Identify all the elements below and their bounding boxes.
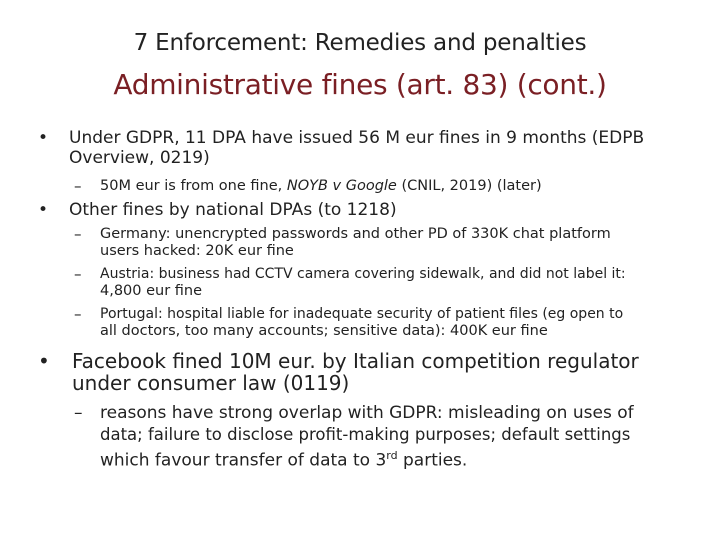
sub-bullet-text-line: 4,800 eur fine: [100, 283, 203, 299]
bullet-text-line: under consumer law (0119): [72, 371, 350, 395]
section-title: 7 Enforcement: Remedies and penalties: [133, 30, 587, 56]
sub-bullet-reasons: [74, 403, 714, 469]
sub-bullet-text: (CNIL, 2019) (later): [396, 178, 542, 194]
sub-bullet-text-line: users hacked: 20K eur fine: [100, 243, 294, 259]
sub-bullet-text-line: all doctors, too many accounts; sensitive data): 400K eur fine: [100, 323, 548, 339]
bullet-marker: •: [38, 349, 50, 373]
bullet-marker: •: [38, 128, 49, 148]
dash-marker: –: [74, 403, 83, 423]
dash-marker: –: [74, 177, 82, 195]
bullet-text-line: Overview, 0219): [69, 148, 210, 168]
sub-bullet-text: 50M eur is from one fine,: [100, 178, 287, 194]
bullet-gdpr-fines: [38, 128, 718, 168]
sub-bullet-text-line: reasons have strong overlap with GDPR: misleading on uses of: [100, 403, 634, 423]
sub-bullet-text-line: data; failure to disclose profit-making purposes; default settings: [100, 425, 631, 444]
dash-marker: –: [74, 225, 82, 243]
sub-bullet-text: parties.: [397, 450, 468, 471]
sub-bullet-text-line: Germany: unencrypted passwords and other PD of 330K chat platform: [100, 226, 611, 242]
ordinal-suffix: rd: [386, 449, 398, 462]
sub-bullet-germany: [74, 226, 714, 262]
sub-bullet-noyb: [74, 177, 714, 197]
bullet-national-fines: [38, 200, 718, 222]
dash-marker: –: [74, 265, 82, 283]
dash-marker: –: [74, 305, 82, 323]
sub-bullet-text-line: Portugal: hospital liable for inadequate security of patient files (eg open to: [100, 306, 624, 322]
bullet-facebook-fine: [38, 350, 718, 396]
case-name: NOYB v Google: [286, 178, 397, 194]
bullet-text-line: Under GDPR, 11 DPA have issued 56 M eur fines in 9 months (EDPB: [69, 128, 645, 148]
sub-bullet-portugal: [74, 306, 714, 342]
sub-bullet-text: which favour transfer of data to 3: [100, 450, 387, 471]
bullet-marker: •: [38, 200, 49, 220]
sub-bullet-austria: [74, 266, 714, 302]
slide-title: Administrative fines (art. 83) (cont.): [113, 68, 607, 101]
sub-bullet-text-line: Austria: business had CCTV camera covering sidewalk, and did not label it:: [100, 266, 626, 282]
bullet-text-line: Facebook fined 10M eur. by Italian competition regulator: [72, 349, 639, 373]
sub-bullet-text-line: [100, 445, 714, 472]
bullet-text-line: Other fines by national DPAs (to 1218): [69, 200, 397, 220]
